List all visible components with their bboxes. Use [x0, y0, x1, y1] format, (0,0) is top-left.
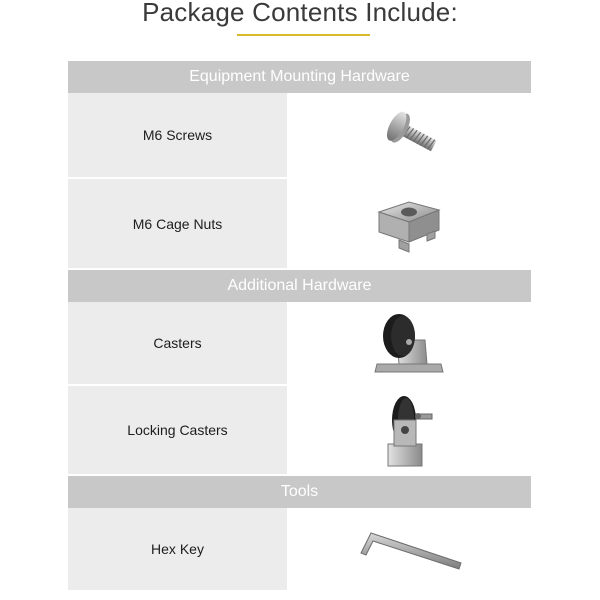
caster-icon [369, 308, 449, 378]
item-label: M6 Cage Nuts [68, 179, 287, 268]
locking-caster-image [287, 386, 531, 474]
cage-nut-image [287, 179, 531, 268]
item-label: Casters [68, 302, 287, 384]
table-row [68, 386, 531, 476]
hex-key-icon [349, 519, 469, 579]
contents-table [68, 61, 531, 590]
page-title: Package Contents Include: [142, 0, 458, 27]
caster-image [287, 302, 531, 384]
screw-image [287, 93, 531, 177]
table-row [68, 302, 531, 386]
section-header-tools: Tools [68, 476, 531, 508]
item-label: Locking Casters [68, 386, 287, 474]
cage-nut-icon [369, 194, 449, 254]
table-row [68, 93, 531, 179]
item-label: Hex Key [68, 508, 287, 590]
hex-key-image [287, 508, 531, 590]
locking-caster-icon [374, 392, 444, 468]
item-label: M6 Screws [68, 93, 287, 177]
title-underline [237, 34, 370, 36]
section-header-additional-hardware: Additional Hardware [68, 270, 531, 302]
section-header-equipment-mounting-hardware: Equipment Mounting Hardware [68, 61, 531, 93]
screw-icon [374, 105, 444, 165]
table-row [68, 508, 531, 590]
table-row [68, 179, 531, 270]
